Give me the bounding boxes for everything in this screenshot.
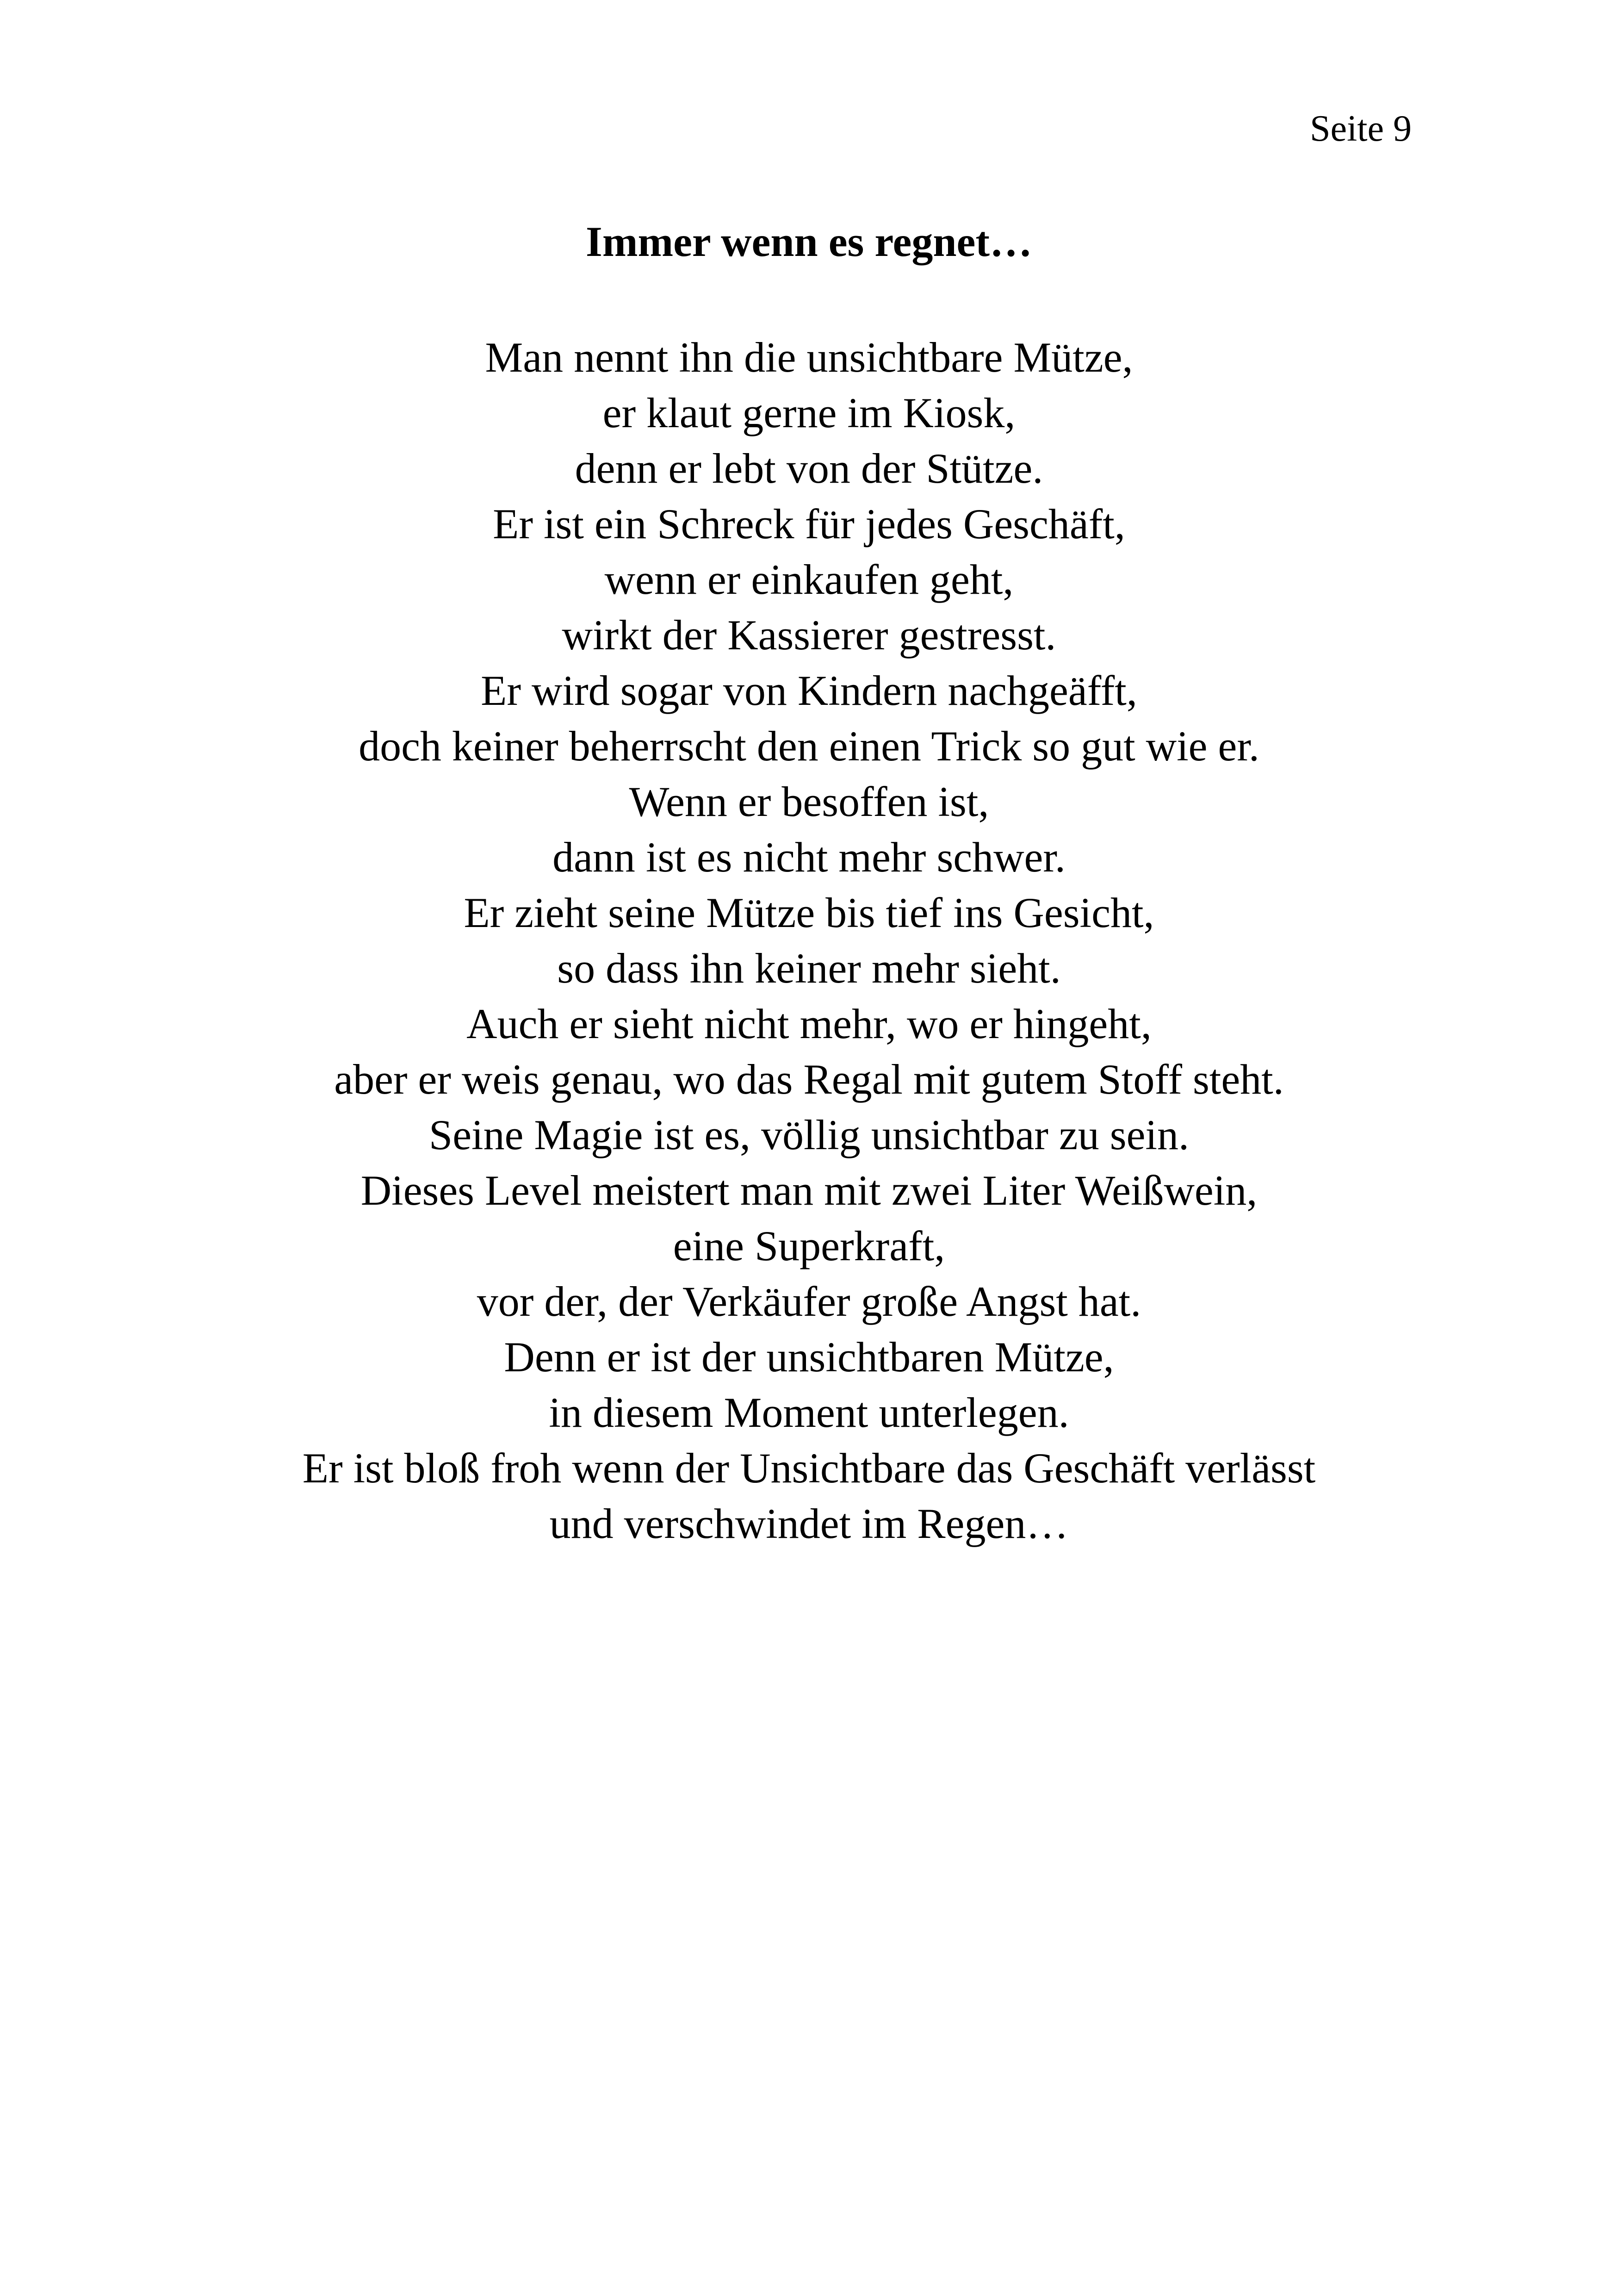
poem-line: wirkt der Kassierer gestresst. (562, 611, 1056, 659)
poem-line: Auch er sieht nicht mehr, wo er hingeht, (466, 1000, 1152, 1047)
poem-line: wenn er einkaufen geht, (604, 556, 1014, 603)
poem-line: eine Superkraft, (673, 1222, 945, 1269)
poem-line: aber er weis genau, wo das Regal mit gutem Stoff steht. (334, 1056, 1284, 1103)
poem-line: Seine Magie ist es, völlig unsichtbar zu sein. (429, 1111, 1189, 1158)
poem-line: denn er lebt von der Stütze. (575, 445, 1043, 492)
poem-line: Er ist ein Schreck für jedes Geschäft, (493, 500, 1125, 548)
poem-line: vor der, der Verkäufer große Angst hat. (477, 1278, 1141, 1325)
poem-line: er klaut gerne im Kiosk, (602, 389, 1016, 436)
poem-line: doch keiner beherrscht den einen Trick so gut wie er. (359, 722, 1259, 770)
poem-line: Man nennt ihn die unsichtbare Mütze, (485, 334, 1133, 381)
poem-line: und verschwindet im Regen… (549, 1500, 1069, 1547)
poem-body (0, 330, 1618, 1551)
poem-line: Wenn er besoffen ist, (629, 778, 989, 825)
poem-line: Er zieht seine Mütze bis tief ins Gesicht, (464, 889, 1154, 936)
page-number: Seite 9 (1310, 108, 1412, 149)
poem-line: so dass ihn keiner mehr sieht. (557, 945, 1061, 992)
poem-line: Denn er ist der unsichtbaren Mütze, (504, 1333, 1114, 1381)
poem-line: dann ist es nicht mehr schwer. (552, 834, 1066, 881)
poem-line: Dieses Level meistert man mit zwei Liter Weißwein, (360, 1167, 1258, 1214)
poem-line: in diesem Moment unterlegen. (549, 1389, 1069, 1436)
poem-line: Er wird sogar von Kindern nachgeäfft, (481, 667, 1137, 714)
poem-title: Immer wenn es regnet… (586, 218, 1032, 265)
poem-line: Er ist bloß froh wenn der Unsichtbare das Geschäft verlässt (302, 1444, 1316, 1492)
